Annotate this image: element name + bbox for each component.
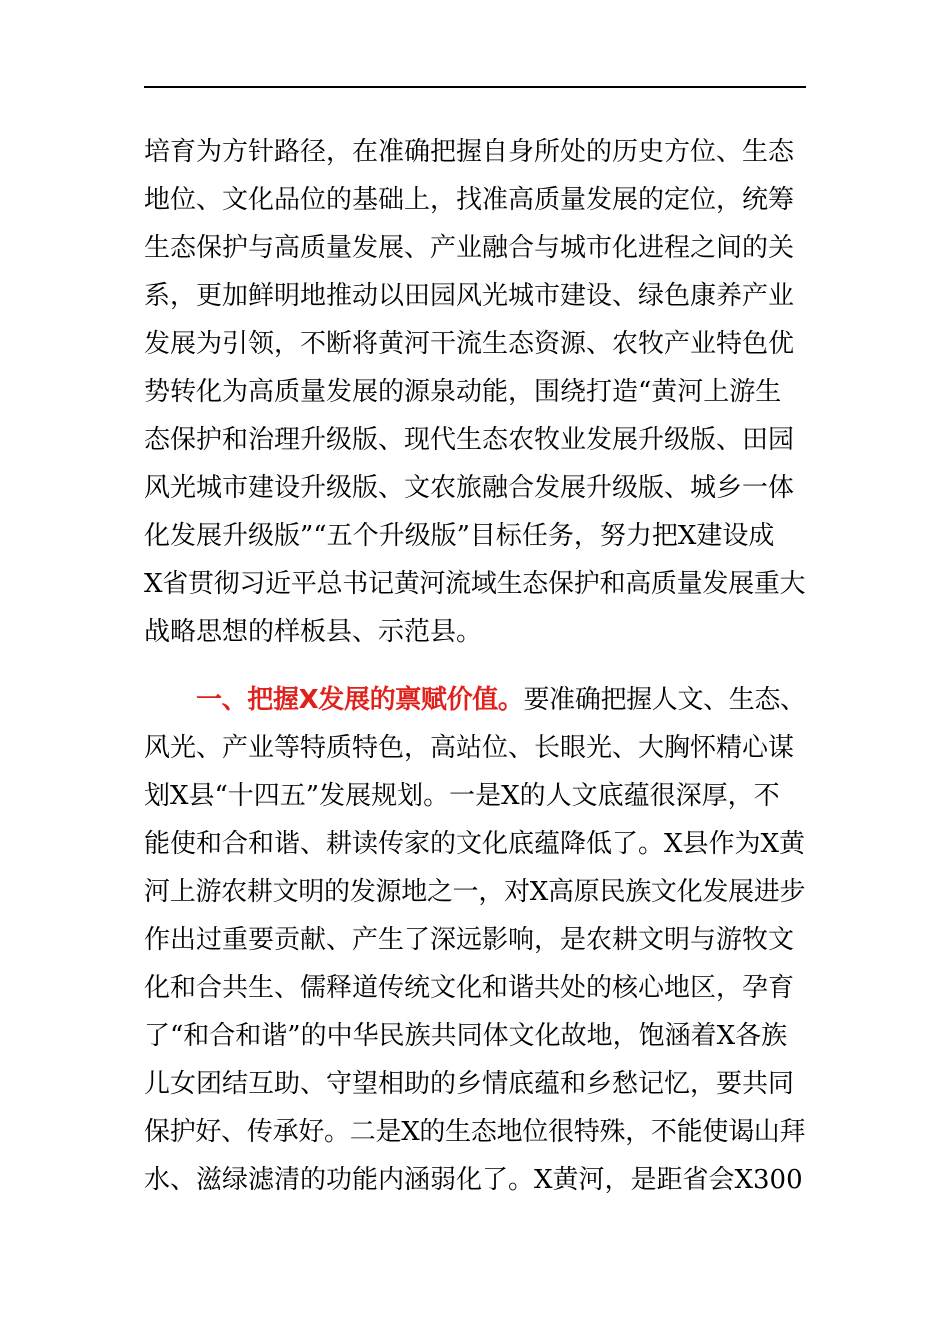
paragraph-line: 生态保护与高质量发展、产业融合与城市化进程之间的关 (144, 233, 795, 263)
paragraph-line: 风光城市建设升级版、文农旅融合发展升级版、城乡一体 (144, 473, 795, 503)
paragraph-line: 系，更加鲜明地推动以田园风光城市建设、绿色康养产业 (144, 281, 795, 311)
paragraph-line: X省贯彻习近平总书记黄河流域生态保护和高质量发展重大 (144, 569, 806, 599)
paragraph-line: 势转化为高质量发展的源泉动能，围绕打造“黄河上游生 (144, 377, 782, 407)
section-first-line (196, 680, 806, 720)
section-heading: 一、把握X发展的禀赋价值。 (196, 685, 524, 715)
paragraph-line: 水、滋绿滤清的功能内涵弱化了。X黄河，是距省会X300 (144, 1165, 803, 1195)
paragraph-line: 能使和合和谐、耕读传家的文化底蕴降低了。X县作为X黄 (144, 829, 806, 859)
paragraph-line: 培育为方针路径，在准确把握自身所处的历史方位、生态 (144, 137, 795, 167)
paragraph-line: 发展为引领，不断将黄河干流生态资源、农牧产业特色优 (144, 329, 795, 359)
header-rule (144, 86, 806, 88)
paragraph-line: 儿女团结互助、守望相助的乡情底蕴和乡愁记忆，要共同 (144, 1069, 795, 1099)
paragraph-line: 风光、产业等特质特色，高站位、长眼光、大胸怀精心谋 (144, 733, 795, 763)
paragraph-line: 作出过重要贡献、产生了深远影响，是农耕文明与游牧文 (144, 925, 795, 955)
section-first-line-text: 要准确把握人文、生态、 (523, 685, 806, 715)
paragraph-line: 化和合共生、儒释道传统文化和谐共处的核心地区，孕育 (144, 973, 795, 1003)
paragraph-line: 战略思想的样板县、示范县。 (144, 617, 483, 647)
paragraph-line: 划X县“十四五”发展规划。一是X的人文底蕴很深厚，不 (144, 781, 780, 811)
paragraph-line: 保护好、传承好。二是X的生态地位很特殊，不能使谒山拜 (144, 1117, 806, 1147)
paragraph-line: 河上游农耕文明的发源地之一，对X高原民族文化发展进步 (144, 877, 806, 907)
paragraph-line: 地位、文化品位的基础上，找准高质量发展的定位，统筹 (144, 185, 795, 215)
paragraph-line: 态保护和治理升级版、现代生态农牧业发展升级版、田园 (144, 425, 795, 455)
paragraph-line: 了“和合和谐”的中华民族共同体文化故地，饱涵着X各族 (144, 1021, 788, 1051)
paragraph-line: 化发展升级版”“五个升级版”目标任务，努力把X建设成 (144, 521, 775, 551)
